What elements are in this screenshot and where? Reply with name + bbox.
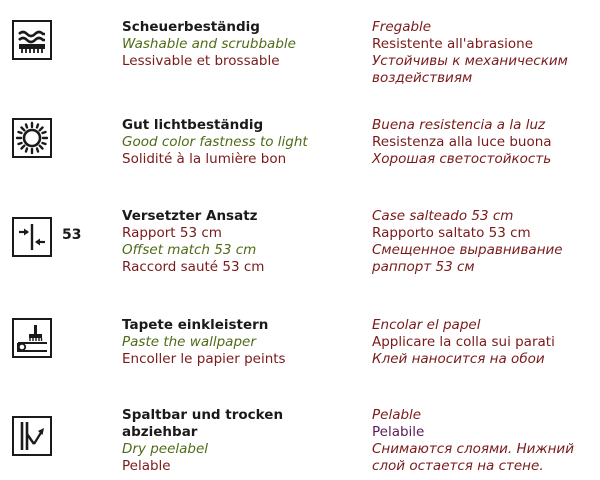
label-de: Scheuerbeständig xyxy=(122,19,260,35)
label-rapport: Rapport 53 cm xyxy=(122,225,222,241)
label-es: Buena resistencia a la luz xyxy=(372,117,546,133)
label-es: Encolar el papel xyxy=(372,317,481,333)
label-it: Applicare la colla sui parati xyxy=(372,334,555,350)
label-de: Versetzter Ansatz xyxy=(122,208,258,224)
label-fr: Encoller le papier peints xyxy=(122,351,286,367)
offset-match-icon xyxy=(12,217,52,257)
label-it: Resistenza alla luce buona xyxy=(372,134,552,150)
label-ru: Снимаются слоями. Нижний слой остается на стене. xyxy=(372,441,574,474)
label-de: Spaltbar und trocken abziehbar xyxy=(122,407,284,440)
label-ru: Устойчивы к механическим воздействиям xyxy=(372,53,568,86)
label-ru-2: раппорт 53 см xyxy=(372,259,475,275)
label-ru: Клей наносится на обои xyxy=(372,351,545,367)
paste-wallpaper-icon xyxy=(12,318,52,358)
scrubbable-icon xyxy=(12,20,52,60)
label-it: Rapporto saltato 53 cm xyxy=(372,225,531,241)
label-es: Fregable xyxy=(372,19,432,35)
label-en: Offset match 53 cm xyxy=(122,242,257,258)
label-fr: Pelable xyxy=(122,458,171,474)
peelable-icon xyxy=(12,416,52,456)
label-de: Tapete einkleistern xyxy=(122,317,269,333)
label-es: Pelable xyxy=(372,407,422,423)
label-fr: Raccord sauté 53 cm xyxy=(122,259,265,275)
label-es: Case salteado 53 cm xyxy=(372,208,514,224)
label-fr: Lessivable et brossable xyxy=(122,53,280,69)
label-it: Pelabile xyxy=(372,424,425,440)
label-en: Dry peelabel xyxy=(122,441,209,457)
label-ru: Смещенное выравнивание xyxy=(372,242,563,258)
label-it: Resistente all'abrasione xyxy=(372,36,533,52)
label-de: Gut lichtbeständig xyxy=(122,117,264,133)
sun-icon xyxy=(12,118,52,158)
label-fr: Solidité à la lumière bon xyxy=(122,151,287,167)
label-en: Washable and scrubbable xyxy=(122,36,296,52)
label-en: Paste the wallpaper xyxy=(122,334,256,350)
offset-value: 53 xyxy=(62,227,82,243)
label-en: Good color fastness to light xyxy=(122,134,308,150)
label-ru: Хорошая светостойкость xyxy=(372,151,552,167)
